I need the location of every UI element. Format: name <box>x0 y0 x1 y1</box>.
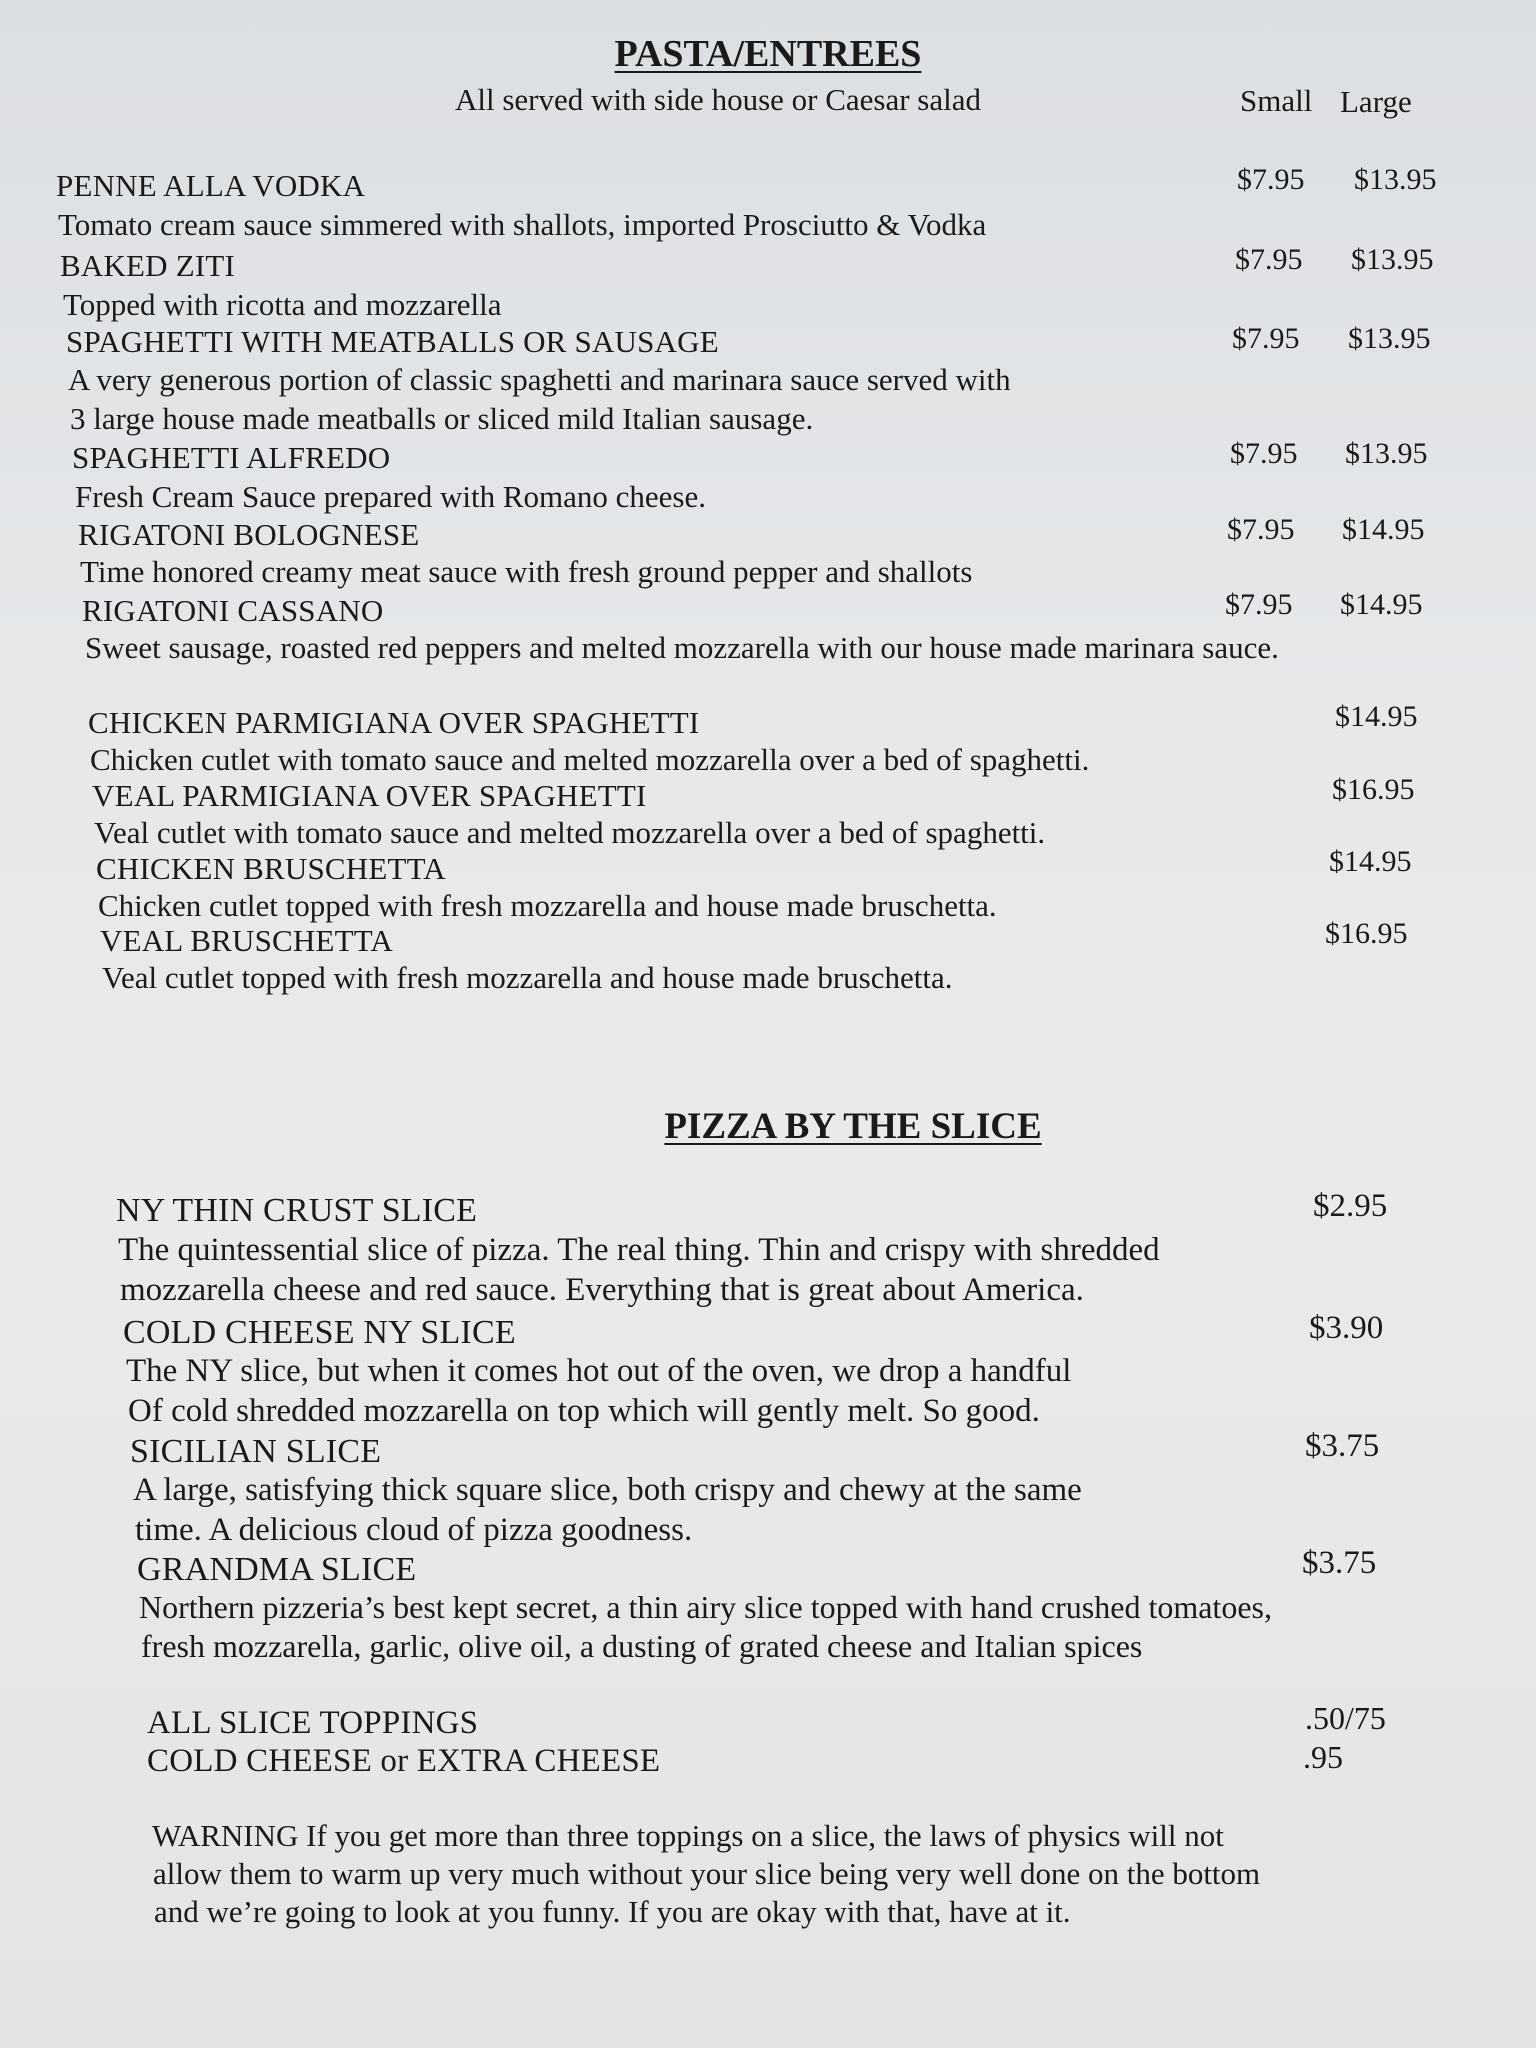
price-small: $7.95 <box>1225 588 1293 621</box>
item-description: Fresh Cream Sauce prepared with Romano cheese. <box>75 479 706 514</box>
item-description: Time honored creamy meat sauce with fresh ground pepper and shallots <box>80 554 973 589</box>
column-small-label: Small <box>1240 83 1313 118</box>
item-name: VEAL BRUSCHETTA <box>100 923 394 958</box>
item-price: $16.95 <box>1332 773 1415 806</box>
item-description: Chicken cutlet with tomato sauce and melted mozzarella over a bed of spaghetti. <box>90 742 1090 777</box>
item-name: CHICKEN BRUSCHETTA <box>96 851 446 886</box>
item-description: Tomato cream sauce simmered with shallots, imported Prosciutto & Vodka <box>58 207 987 242</box>
price-small: $7.95 <box>1232 322 1300 355</box>
item-price: $14.95 <box>1335 700 1418 733</box>
item-name: SPAGHETTI WITH MEATBALLS OR SAUSAGE <box>66 324 719 359</box>
warning-line: and we’re going to look at you funny. If you are okay with that, have at it. <box>154 1894 1071 1929</box>
price-small: $7.95 <box>1235 243 1303 276</box>
warning-line: WARNING If you get more than three toppings on a slice, the laws of physics will not <box>152 1818 1224 1853</box>
item-price: $16.95 <box>1325 917 1408 950</box>
item-price: $3.75 <box>1302 1545 1377 1581</box>
item-description: A very generous portion of classic spaghetti and marinara sauce served with <box>68 362 1011 397</box>
item-description: Sweet sausage, roasted red peppers and melted mozzarella with our house made marinara sauce. <box>85 630 1279 665</box>
item-description: Veal cutlet topped with fresh mozzarella and house made bruschetta. <box>102 960 953 995</box>
item-name: RIGATONI BOLOGNESE <box>78 517 420 552</box>
item-description: The NY slice, but when it comes hot out of the oven, we drop a handful <box>126 1353 1072 1389</box>
item-description: Topped with ricotta and mozzarella <box>63 287 502 322</box>
item-description: Chicken cutlet topped with fresh mozzarella and house made bruschetta. <box>98 888 997 923</box>
pizza-heading: PIZZA BY THE SLICE <box>664 1106 1042 1147</box>
item-name: RIGATONI CASSANO <box>82 593 384 628</box>
item-price: $3.90 <box>1309 1310 1384 1346</box>
price-large: $13.95 <box>1351 243 1434 276</box>
item-price: $14.95 <box>1329 845 1412 878</box>
item-description: The quintessential slice of pizza. The real thing. Thin and crispy with shredded <box>118 1232 1160 1268</box>
topping-name: COLD CHEESE or EXTRA CHEESE <box>147 1743 661 1779</box>
item-name: CHICKEN PARMIGIANA OVER SPAGHETTI <box>88 705 700 740</box>
warning-line: allow them to warm up very much without your slice being very well done on the bottom <box>153 1856 1261 1891</box>
item-description: 3 large house made meatballs or sliced mild Italian sausage. <box>70 401 814 436</box>
item-name: SPAGHETTI ALFREDO <box>72 440 391 475</box>
item-name: NY THIN CRUST SLICE <box>116 1192 478 1229</box>
topping-name: ALL SLICE TOPPINGS <box>147 1705 479 1741</box>
item-description: mozzarella cheese and red sauce. Everything that is great about America. <box>120 1272 1084 1308</box>
item-name: COLD CHEESE NY SLICE <box>123 1314 516 1351</box>
price-large: $13.95 <box>1348 322 1431 355</box>
price-large: $14.95 <box>1340 588 1423 621</box>
price-small: $7.95 <box>1230 437 1298 470</box>
item-name: SICILIAN SLICE <box>130 1433 382 1470</box>
item-name: BAKED ZITI <box>60 248 236 283</box>
price-large: $14.95 <box>1342 513 1425 546</box>
item-name: GRANDMA SLICE <box>137 1551 417 1588</box>
item-description: Of cold shredded mozzarella on top which will gently melt. So good. <box>128 1393 1040 1429</box>
topping-price: .95 <box>1303 1739 1343 1775</box>
item-price: $2.95 <box>1313 1188 1388 1224</box>
item-price: $3.75 <box>1305 1428 1380 1464</box>
item-name: VEAL PARMIGIANA OVER SPAGHETTI <box>92 778 647 813</box>
topping-price: .50/75 <box>1305 1700 1386 1736</box>
pasta-heading: PASTA/ENTREES <box>614 33 922 75</box>
price-large: $13.95 <box>1354 163 1437 196</box>
pasta-subtitle: All served with side house or Caesar salad <box>455 82 982 117</box>
item-description: fresh mozzarella, garlic, olive oil, a dusting of grated cheese and Italian spices <box>141 1628 1143 1664</box>
price-small: $7.95 <box>1237 163 1305 196</box>
item-name: PENNE ALLA VODKA <box>56 168 366 203</box>
item-description: Veal cutlet with tomato sauce and melted mozzarella over a bed of spaghetti. <box>94 815 1046 850</box>
price-small: $7.95 <box>1227 513 1295 546</box>
item-description: time. A delicious cloud of pizza goodness. <box>135 1512 693 1548</box>
item-description: Northern pizzeria’s best kept secret, a thin airy slice topped with hand crushed tomatoes, <box>139 1589 1272 1625</box>
item-description: A large, satisfying thick square slice, both crispy and chewy at the same <box>133 1472 1082 1508</box>
price-large: $13.95 <box>1345 437 1428 470</box>
column-large-label: Large <box>1340 84 1412 119</box>
